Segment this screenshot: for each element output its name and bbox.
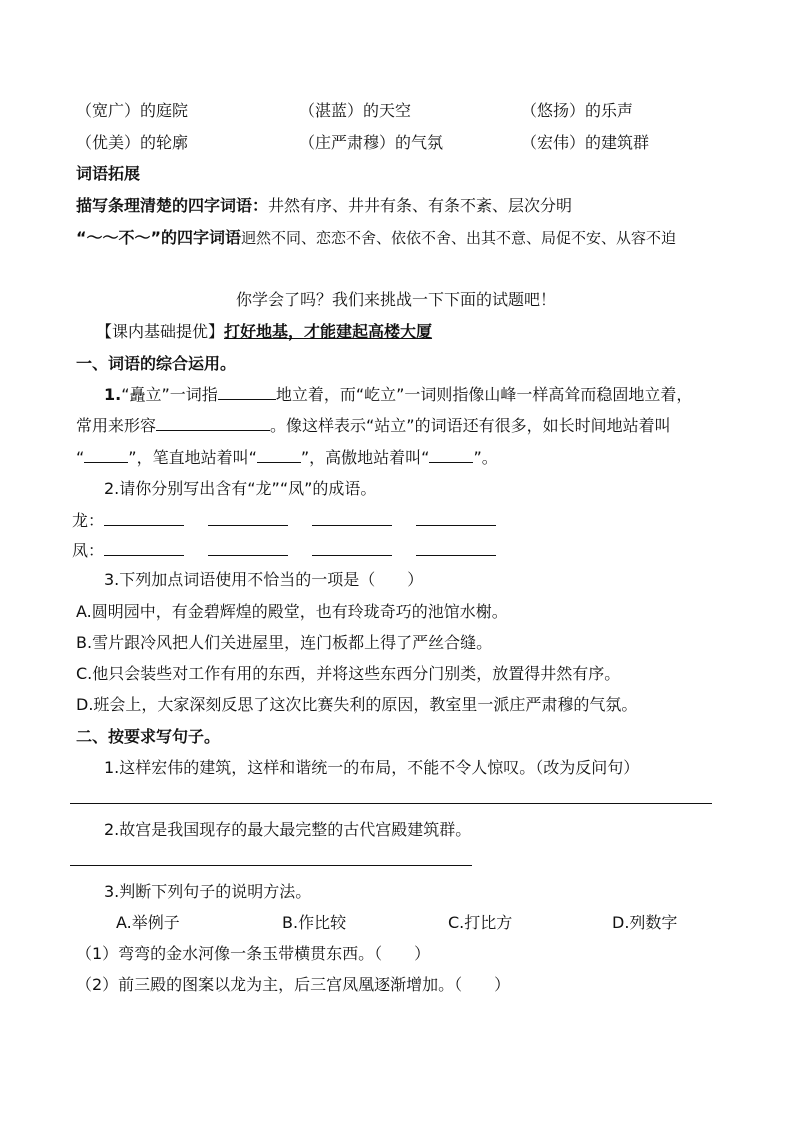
vocab-item: （优美）的轮廓 bbox=[76, 133, 189, 152]
q3-option-b[interactable]: B.雪片跟冷风把人们关进屋里，连门板都上得了严丝合缝。 bbox=[76, 633, 493, 652]
phoenix-blank-4[interactable] bbox=[416, 555, 496, 556]
phoenix-blank-3[interactable] bbox=[312, 555, 392, 556]
answer-blank[interactable] bbox=[429, 448, 473, 463]
challenge-text: 你学会了吗？我们来挑战一下下面的试题吧！ bbox=[236, 290, 557, 309]
q1-line-1 bbox=[104, 385, 692, 405]
q1-text: 地立着，而“屹立”一词则指像山峰一样高耸而稳固地立着， bbox=[275, 385, 693, 404]
part1-title: 一、词语的综合运用。 bbox=[76, 354, 237, 373]
dragon-blank-2[interactable] bbox=[208, 525, 288, 526]
extension-label: 描写条理清楚的四字词语： bbox=[76, 196, 269, 215]
answer-blank[interactable] bbox=[156, 416, 270, 431]
q1-text: 常用来形容 bbox=[76, 416, 157, 435]
part2-q3-item-1: （1）弯弯的金水河像一条玉带横贯东西。（ ） bbox=[76, 944, 431, 963]
choice-b: B.作比较 bbox=[282, 913, 347, 932]
vocab-item: （庄严肃穆）的气氛 bbox=[299, 133, 444, 152]
section-banner bbox=[96, 322, 432, 342]
dragon-label: 龙： bbox=[72, 511, 105, 530]
extension-words: 井然有序、井井有条、有条不紊、层次分明 bbox=[268, 196, 573, 215]
q1-line-3 bbox=[76, 448, 498, 468]
extension-label: “～～不～”的四字词语 bbox=[76, 228, 242, 247]
q1-text: “矗立”一词指 bbox=[121, 385, 218, 404]
part2-q3-prompt: 3.判断下列句子的说明方法。 bbox=[104, 882, 312, 901]
q1-line-2 bbox=[76, 416, 671, 436]
q2-prompt: 2.请你分别写出含有“龙”“凤”的成语。 bbox=[104, 479, 377, 498]
extension-words: 迥然不同、恋恋不舍、依依不舍、出其不意、局促不安、从容不迫 bbox=[241, 229, 677, 247]
q3-option-c[interactable]: C.他只会装些对工作有用的东西，并将这些东西分门别类，放置得井然有序。 bbox=[76, 664, 621, 683]
vocab-item: （湛蓝）的天空 bbox=[299, 101, 412, 120]
section-bracket: 【课内基础提优】 bbox=[96, 322, 225, 341]
choice-a: A.举例子 bbox=[116, 913, 180, 932]
phoenix-blank-1[interactable] bbox=[104, 555, 184, 556]
part2-q3-item-2: （2）前三殿的图案以龙为主，后三宫凤凰逐渐增加。（ ） bbox=[76, 975, 511, 994]
answer-blank[interactable] bbox=[257, 448, 301, 463]
extension-line-2 bbox=[76, 228, 676, 248]
part2-q2-answer-line[interactable] bbox=[70, 865, 472, 866]
phoenix-blank-2[interactable] bbox=[208, 555, 288, 556]
part2-title: 二、按要求写句子。 bbox=[76, 727, 221, 746]
q1-text: “ bbox=[76, 448, 85, 467]
extension-line-1 bbox=[76, 196, 572, 216]
choice-d: D.列数字 bbox=[612, 913, 678, 932]
q1-text: ”。 bbox=[473, 448, 498, 467]
vocab-item: （悠扬）的乐声 bbox=[521, 101, 634, 120]
answer-blank[interactable] bbox=[84, 448, 128, 463]
dragon-blank-4[interactable] bbox=[416, 525, 496, 526]
part2-q1: 1.这样宏伟的建筑，这样和谐统一的布局，不能不令人惊叹。（改为反问句） bbox=[104, 758, 640, 777]
q1-text: ”，高傲地站着叫“ bbox=[300, 448, 430, 467]
extension-heading: 词语拓展 bbox=[76, 164, 141, 183]
q3-prompt: 3.下列加点词语使用不恰当的一项是（ ） bbox=[104, 570, 424, 589]
answer-blank[interactable] bbox=[218, 385, 276, 400]
q1-text: 。像这样表示“站立”的词语还有很多，如长时间地站着叫 bbox=[270, 416, 671, 435]
part2-q2: 2.故宫是我国现存的最大最完整的古代宫殿建筑群。 bbox=[104, 820, 472, 839]
phoenix-label: 凤： bbox=[72, 541, 105, 560]
choice-c: C.打比方 bbox=[448, 913, 513, 932]
dragon-blank-3[interactable] bbox=[312, 525, 392, 526]
vocab-item: （宽广）的庭院 bbox=[76, 101, 189, 120]
q1-text: ”，笔直地站着叫“ bbox=[128, 448, 257, 467]
section-slogan: 打好地基，才能建起高楼大厦 bbox=[224, 322, 433, 341]
q3-option-d[interactable]: D.班会上，大家深刻反思了这次比赛失利的原因，教室里一派庄严肃穆的气氛。 bbox=[76, 695, 638, 714]
phoenix-idiom-row bbox=[72, 541, 104, 561]
vocab-item: （宏伟）的建筑群 bbox=[521, 133, 650, 152]
q1-number: 1. bbox=[104, 385, 122, 404]
dragon-blank-1[interactable] bbox=[104, 525, 184, 526]
dragon-idiom-row bbox=[72, 511, 104, 531]
part2-q1-answer-line[interactable] bbox=[70, 803, 712, 804]
q3-option-a[interactable]: A.圆明园中，有金碧辉煌的殿堂，也有玲珑奇巧的池馆水榭。 bbox=[76, 602, 508, 621]
